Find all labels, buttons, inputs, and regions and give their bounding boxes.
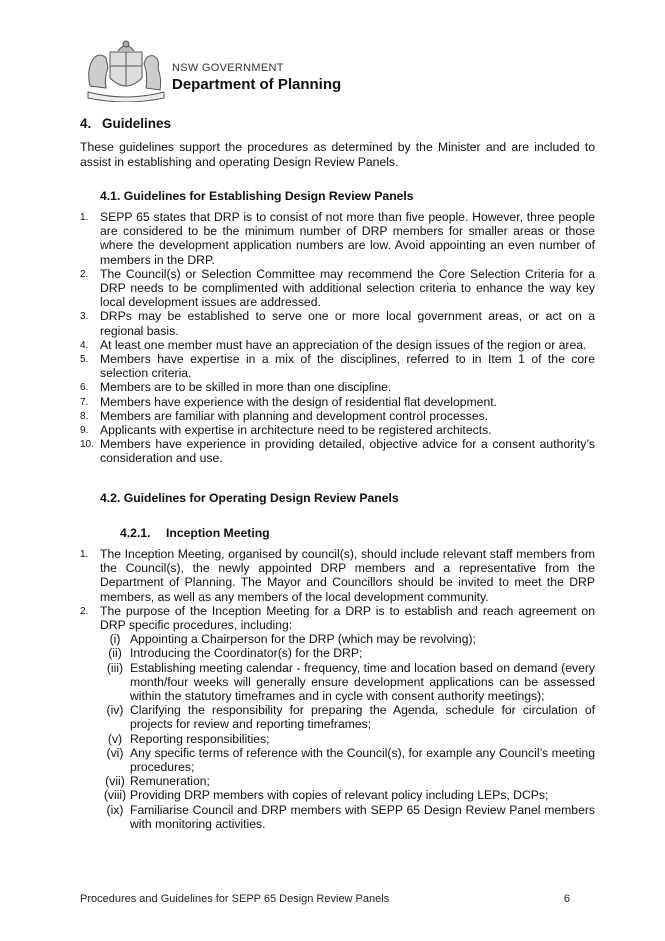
list-item-text: Members have expertise in a mix of the disciplines, referred to in Item 1 of the core selection criteria. — [100, 352, 595, 381]
list-item — [80, 437, 595, 465]
list-item-text: The Council(s) or Selection Committee may recommend the Core Selection Criteria for a DRP needs to be complimented with additional selection criteria to enhance the way key local development issues are addressed. — [100, 266, 595, 310]
sub-list-text: Providing DRP members with copies of relevant policy including LEPs, DCPs; — [130, 788, 549, 803]
sub-list-item — [100, 788, 595, 802]
list-item — [80, 267, 595, 310]
sub-list-numeral: (ii) — [108, 646, 122, 661]
section-number: 4. — [80, 116, 92, 131]
list-item-text: At least one member must have an appreciation of the design issues of the region or area. — [100, 337, 587, 352]
list-item-number: 2. — [80, 268, 89, 280]
list-item — [80, 338, 595, 352]
list-item-text: SEPP 65 states that DRP is to consist of not more than five people. However, three people are considered to be the minimum number of DRP members for smaller areas or those where the development application numbers are low. Avoid appointing an even number of members in the DRP. — [100, 210, 595, 267]
list-item-text: Members have experience with the design of residential flat development. — [100, 394, 497, 409]
list-item-text: Members have experience in providing detailed, objective advice for a consent authority’s consideration and use. — [100, 437, 595, 466]
sub-list-numeral: (ix) — [106, 802, 124, 817]
sub-list-text: Reporting responsibilities; — [130, 731, 270, 746]
list-item-number: 3. — [80, 311, 89, 323]
list-item-text: Members are familiar with planning and development control processes. — [100, 408, 489, 423]
list-item-text: The Inception Meeting, organised by council(s), should include relevant staff members from the Council(s), the newly appointed DRP members and a representative from the Department of Planning. The Mayor and Councillors should be invited to meet the DRP members, as well as any members of the local development community. — [100, 547, 595, 604]
sub-list — [100, 632, 595, 831]
list-item — [80, 395, 595, 409]
sub-list-numeral: (iv) — [106, 703, 124, 718]
list-item — [80, 309, 595, 337]
list-item-number: 6. — [80, 382, 89, 394]
list-item-text: Members are to be skilled in more than one discipline. — [100, 380, 392, 395]
sub-subsection-title: Inception Meeting — [166, 526, 270, 540]
page-number: 6 — [563, 893, 570, 905]
list-item-number: 4. — [80, 339, 89, 351]
sub-list-text: Familiarise Council and DRP members with SEPP 65 Design Review Panel members with monitoring activities. — [130, 802, 595, 831]
list-item-number: 10. — [80, 439, 94, 451]
sub-list-numeral: (viii) — [103, 788, 127, 803]
list-item-number: 5. — [80, 354, 89, 366]
letterhead — [80, 38, 400, 104]
list-item-number: 1. — [80, 212, 89, 223]
sub-list-item — [100, 746, 595, 774]
sub-list-item — [100, 632, 595, 646]
list-item — [80, 409, 595, 423]
subsection-heading-establishing: 4.1. Guidelines for Establishing Design Review Panels — [100, 189, 414, 203]
list-item — [80, 604, 595, 831]
page-footer — [80, 893, 570, 905]
list-item — [80, 210, 595, 267]
sub-list-text: Any specific terms of reference with the Council(s), for example any Council’s meeting procedures; — [130, 745, 595, 775]
sub-list-numeral: (v) — [107, 731, 123, 746]
sub-subsection-heading — [120, 526, 270, 540]
list-item-text: The purpose of the Inception Meeting for a DRP is to establish and reach agreement on DRP specific procedures, including: — [100, 603, 595, 633]
org-title: Department of Planning — [172, 76, 342, 93]
list-item — [80, 423, 595, 437]
sub-list-text: Establishing meeting calendar - frequency, time and location based on demand (every month/four weeks will generally ensure development applications can be assessed within the statutory timeframes and in cycle with consent authority meetings); — [130, 660, 595, 704]
list-item — [80, 352, 595, 380]
list-item-number: 7. — [80, 396, 89, 408]
intro-paragraph: These guidelines support the procedures as determined by the Minister and are included to assist in establishing and operating Design Review Panels. — [80, 140, 595, 169]
sub-list-item — [100, 803, 595, 831]
sub-list-numeral: (vii) — [105, 774, 125, 789]
section-title: Guidelines — [102, 116, 172, 131]
sub-list-item — [100, 646, 595, 660]
list-item-text: DRPs may be established to serve one or more local government areas, or act on a regional basis. — [100, 309, 595, 338]
list-item-number: 2. — [80, 605, 89, 617]
sub-list-item — [100, 661, 595, 704]
list-item-number: 8. — [80, 410, 89, 422]
establishing-list — [80, 210, 595, 466]
operating-list — [80, 547, 595, 831]
sub-subsection-number: 4.2.1. — [120, 526, 151, 540]
sub-list-numeral: (vi) — [106, 745, 124, 760]
section-heading — [80, 116, 171, 131]
coat-of-arms-icon — [80, 38, 172, 102]
sub-list-item — [100, 732, 595, 746]
sub-list-item — [100, 703, 595, 731]
list-item — [80, 380, 595, 394]
footer-title: Procedures and Guidelines for SEPP 65 Design Review Panels — [80, 893, 390, 905]
org-subtitle: NSW GOVERNMENT — [172, 62, 284, 74]
list-item — [80, 547, 595, 604]
list-item-number: 9. — [80, 425, 89, 437]
list-item-number: 1. — [80, 549, 89, 560]
sub-list-item — [100, 774, 595, 788]
sub-list-text: Appointing a Chairperson for the DRP (which may be revolving); — [130, 632, 476, 647]
sub-list-text: Remuneration; — [130, 774, 210, 789]
sub-list-numeral: (i) — [109, 632, 121, 647]
sub-list-text: Introducing the Coordinator(s) for the DRP; — [130, 646, 363, 661]
list-item-text: Applicants with expertise in architecture need to be registered architects. — [100, 423, 492, 438]
sub-list-numeral: (iii) — [106, 660, 124, 675]
sub-list-text: Clarifying the responsibility for preparing the Agenda, schedule for circulation of projects for review and reporting timeframes; — [130, 703, 595, 732]
subsection-heading-operating: 4.2. Guidelines for Operating Design Review Panels — [100, 491, 399, 505]
